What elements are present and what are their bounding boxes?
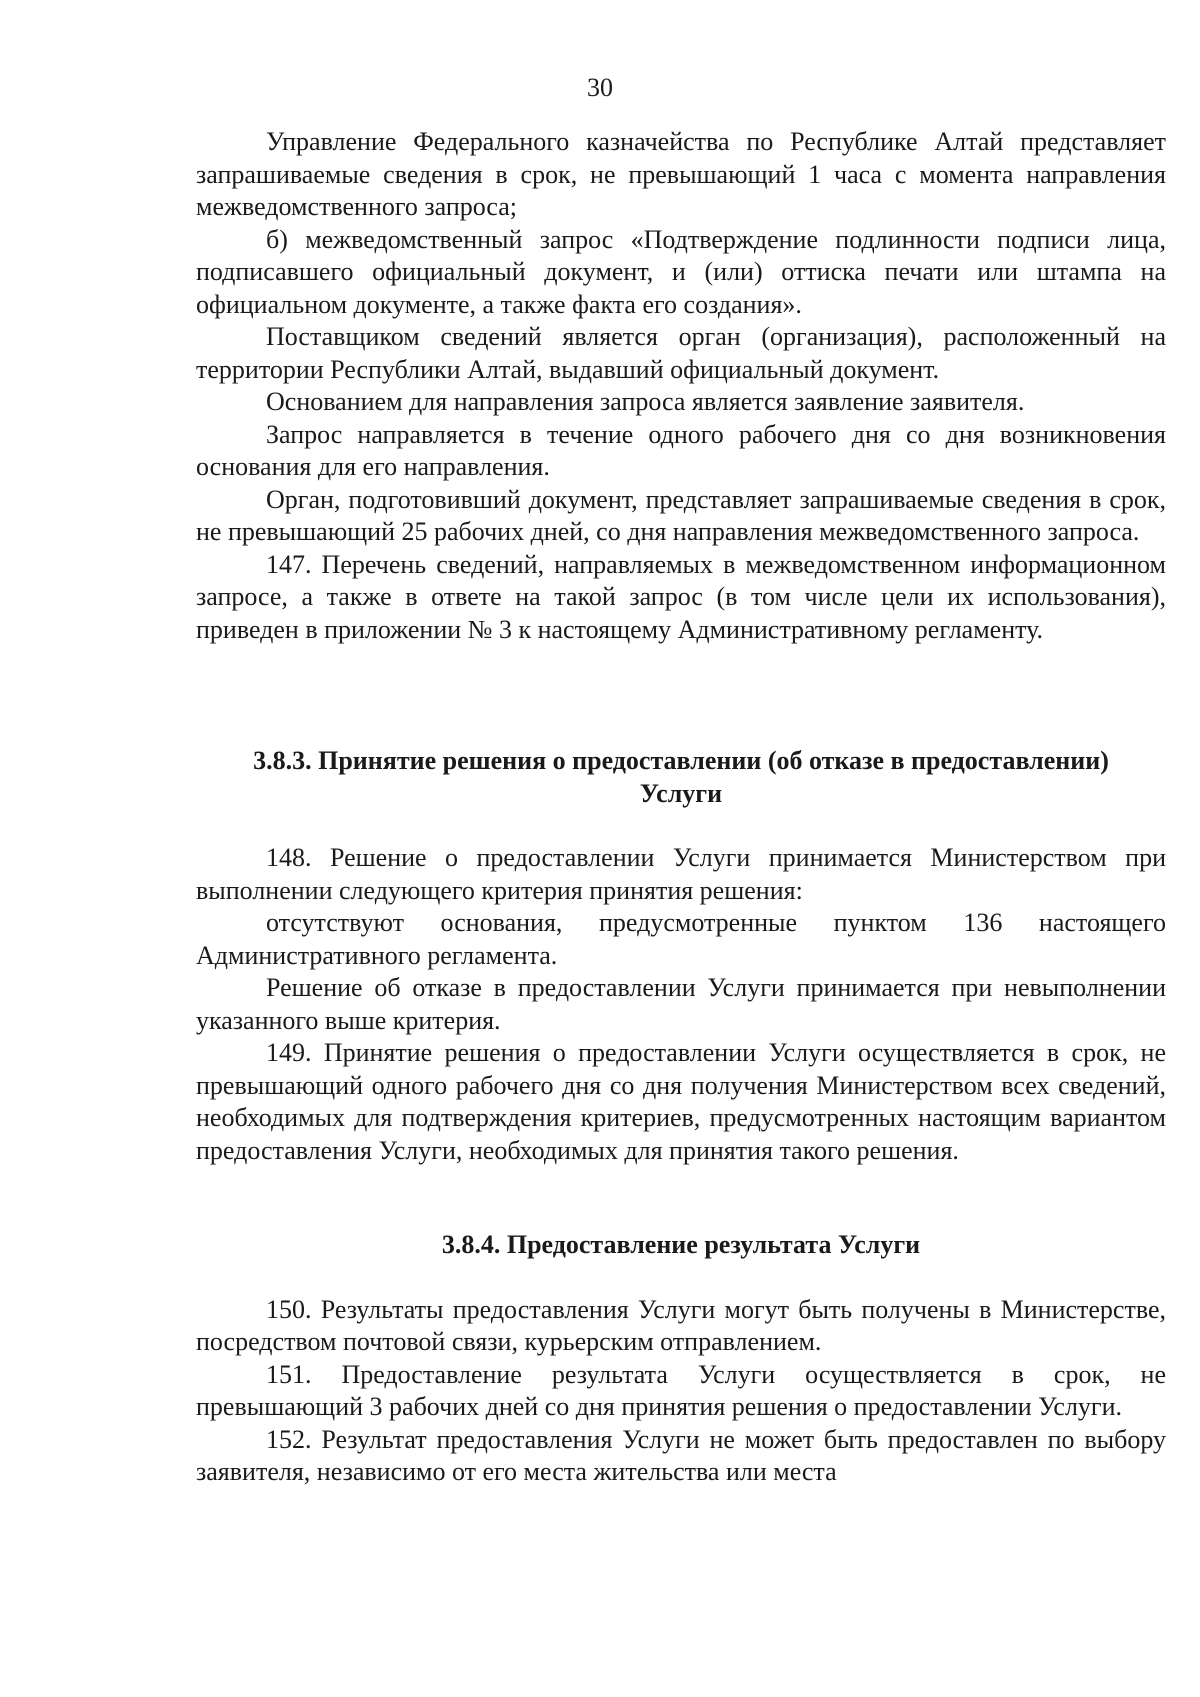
paragraph: Поставщиком сведений является орган (организация), расположенный на территории Республики Алтай, выдавший официальный документ. <box>196 322 1166 384</box>
paragraph: Основанием для направления запроса является заявление заявителя. <box>266 387 1025 416</box>
paragraph: 152. Результат предоставления Услуги не может быть предоставлен по выбору заявителя, независимо от его места жительства или места <box>196 1424 1166 1486</box>
paragraph: Управление Федерального казначейства по Республике Алтай представляет запрашиваемые сведения в срок, не превышающий 1 часа с момента направления межведомственного запроса; <box>196 127 1166 221</box>
page-number: 30 <box>587 73 613 102</box>
paragraph: 147. Перечень сведений, направляемых в межведомственном информационном запросе, а также в ответе на такой запрос (в том числе цели их использования), приведен в приложении № 3 к настоящему Административному регламенту. <box>196 549 1166 644</box>
section-heading-continuation: Услуги <box>639 778 723 808</box>
section-intro <box>196 126 1166 646</box>
paragraph: 151. Предоставление результата Услуги осуществляется в срок, не превышающий 3 рабочих дней со дня принятия решения о предоставлении Услуги. <box>196 1359 1166 1421</box>
paragraph: Решение об отказе в предоставлении Услуги принимается при невыполнении указанного выше критерия. <box>196 973 1166 1035</box>
paragraph: 148. Решение о предоставлении Услуги принимается Министерством при выполнении следующего критерия принятия решения: <box>196 843 1166 905</box>
paragraph: б) межведомственный запрос «Подтверждение подлинности подписи лица, подписавшего официальный документ, и (или) оттиска печати или штампа на официальном документе, а также факта его создания». <box>196 224 1166 319</box>
paragraph: Орган, подготовивший документ, представляет запрашиваемые сведения в срок, не превышающий 25 рабочих дней, со дня направления межведомственного запроса. <box>196 484 1166 546</box>
section-heading: 3.8.3. Принятие решения о предоставлении (об отказе в предоставлении) <box>253 746 1109 775</box>
section-3-8-4 <box>196 1229 1166 1489</box>
section-heading: 3.8.4. Предоставление результата Услуги <box>441 1230 921 1259</box>
paragraph: 149. Принятие решения о предоставлении Услуги осуществляется в срок, не превышающий одного рабочего дня со дня получения Министерством всех сведений, необходимых для подтверждения критериев, предусмотренных настоящим вариантом предоставления Услуги, необходимых для принятия такого решения. <box>196 1038 1166 1165</box>
paragraph: 150. Результаты предоставления Услуги могут быть получены в Министерстве, посредством почтовой связи, курьерским отправлением. <box>196 1294 1166 1356</box>
paragraph: отсутствуют основания, предусмотренные пунктом 136 настоящего Административного регламента. <box>196 908 1166 970</box>
paragraph: Запрос направляется в течение одного рабочего дня со дня возникновения основания для его направления. <box>196 419 1166 481</box>
section-3-8-3 <box>196 745 1166 1167</box>
